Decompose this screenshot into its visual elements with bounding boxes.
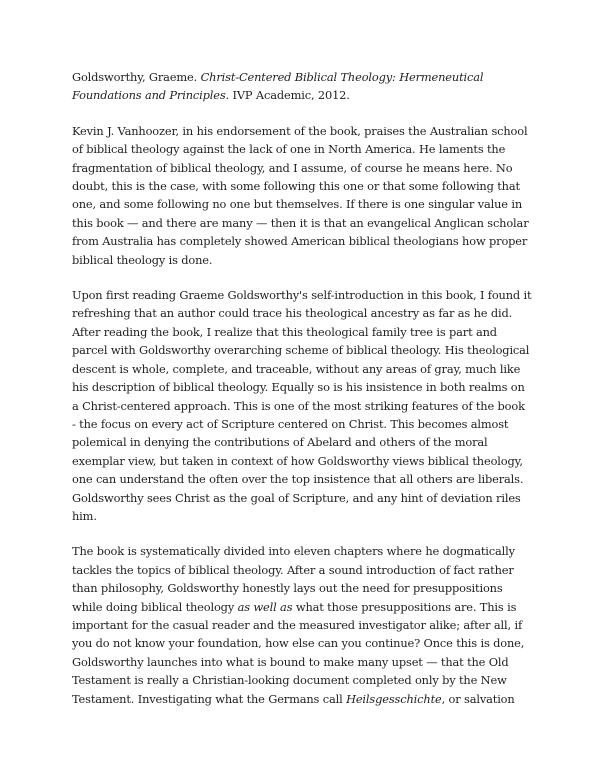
emphasis-as-well-as: as well as — [237, 599, 293, 614]
emphasis-heilsgesschichte: Heilsgesschichte — [346, 691, 442, 706]
paragraph-structure-part3: , or salvation — [441, 691, 515, 706]
citation-title: Christ-Centered Biblical Theology: Hermeneutical Foundations and Principles — [72, 70, 484, 103]
paragraph-structure — [72, 542, 532, 708]
book-citation — [72, 68, 532, 105]
citation-author: Goldsworthy, Graeme. — [72, 70, 201, 84]
document-body — [72, 68, 532, 725]
paragraph-structure-part1: The book is systematically divided into eleven chapters where he dogmatically tackles the topics of biblical theology. After a sound introduction of fact rather than philosophy, Goldsworthy honestly lays out the need for presuppositions while doing biblical theology — [72, 544, 515, 614]
citation-publisher: . IVP Academic, 2012. — [225, 88, 350, 103]
paragraph-structure-part2: what those presuppositions are. This is important for the casual reader and the measured investigator alike; after all, if you do not know your foundation, how else can you continue? Once this is done, Goldsworthy launches into what is bound to make many upset — that the Old Testament is really a Christian-looking document completed only by the New Testament. Investigating what the Germans call — [72, 599, 525, 706]
paragraph-endorsement: Kevin J. Vanhoozer, in his endorsement of the book, praises the Australian school of biblical theology against the lack of one in North America. He laments the fragmentation of biblical theology, and I assume, of course he means here. No doubt, this is the case, with some following this one or that some following that one, and some following no one but themselves. If there is one singular value in this book — and there are many — then it is that an evangelical Anglican scholar from Australia has completely showed American biblical theologians how proper biblical theology is done. — [72, 123, 529, 267]
paragraph-self-introduction: Upon first reading Graeme Goldsworthy's self-introduction in this book, I found it refreshing that an author could trace his theological ancestry as far as he did. After reading the book, I realize that this theological family tree is part and parcel with Goldsworthy overarching scheme of biblical theology. His theological descent is whole, complete, and traceable, without any areas of gray, much like his description of biblical theology. Equally so is his insistence in both realms on a Christ-centered approach. This is one of the most striking features of the book - the focus on every act of Scripture centered on Christ. This becomes almost polemical in denying the contributions of Abelard and others of the moral exemplar view, but taken in context of how Goldsworthy views biblical theology, one can understand the often over the top insistence that all others are liberals. Goldsworthy sees Christ as the goal of Scripture, and any hint of deviation riles him. — [72, 288, 532, 523]
